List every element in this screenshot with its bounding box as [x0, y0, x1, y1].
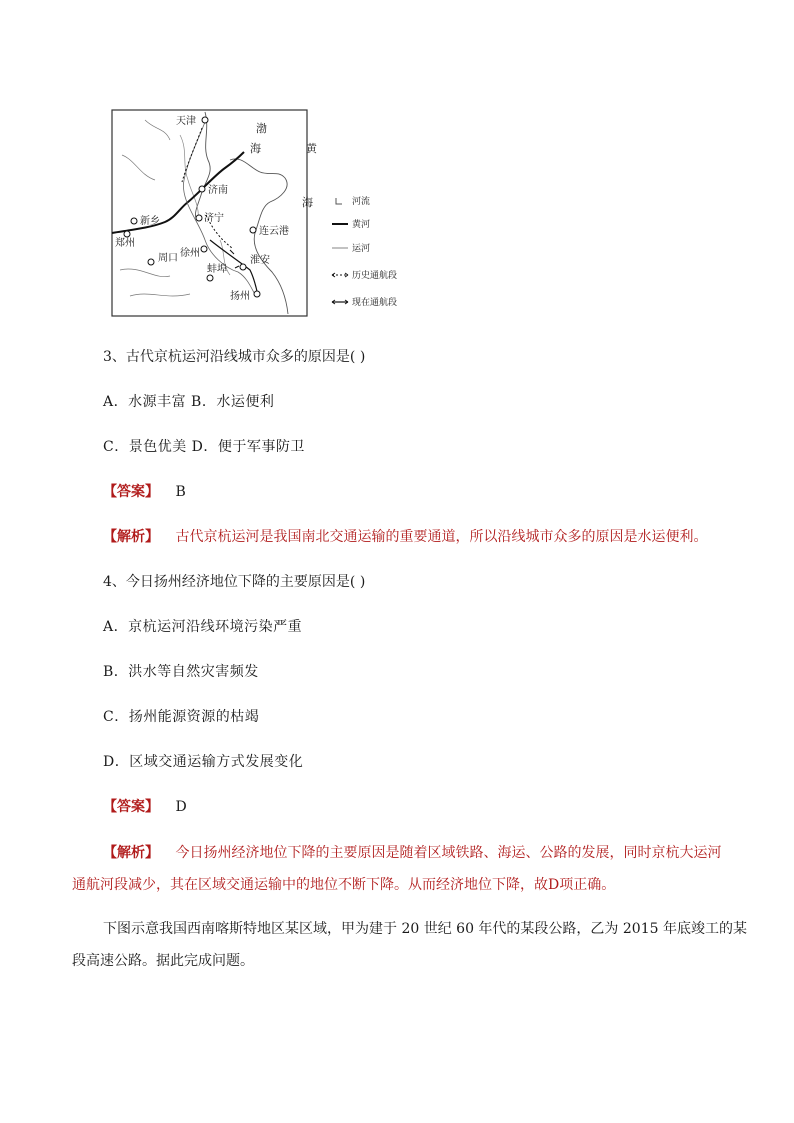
- q3-explain-row: [103, 527, 707, 547]
- city-tianjin-marker: [202, 117, 208, 123]
- city-jinan-label: 济南: [208, 185, 228, 196]
- city-zhoukou-marker: [148, 259, 154, 265]
- legend-current-label: 现在通航段: [352, 298, 398, 308]
- river-lines: [120, 120, 190, 296]
- city-jining-label: 济宁: [204, 213, 224, 224]
- city-bengbu-marker: [207, 275, 213, 281]
- q4-explain-tag: 【解析】: [103, 845, 159, 861]
- q4-explain-text-2: 通航河段减少，其在区域交通运输中的地位不断下降。从而经济地位下降，故D项正确。: [72, 877, 616, 893]
- legend-historic-label: 历史通航段: [352, 271, 398, 281]
- city-zhengzhou-marker: [124, 231, 130, 237]
- map-legend: [332, 195, 397, 308]
- sea-label-hai2: 海: [302, 196, 313, 209]
- city-bengbu-label: 蚌埠: [207, 264, 227, 275]
- q4-answer-value: D: [175, 799, 187, 815]
- q4-option-b: B．洪水等自然灾害频发: [103, 664, 259, 680]
- q4-option-c: C．扬州能源资源的枯竭: [103, 709, 260, 725]
- next-intro-line-2: 段高速公路。据此完成问题。: [72, 953, 254, 969]
- city-jinan-marker: [199, 186, 205, 192]
- city-zhengzhou-label: 郑州: [115, 238, 135, 249]
- city-tianjin-label: 天津: [176, 116, 196, 127]
- q4-explain-row-2: [72, 875, 615, 895]
- next-intro-line-1: 下图示意我国西南喀斯特地区某区域，甲为建于 20 世纪 60 年代的某段公路，乙为 2015 年底竣工的某: [103, 921, 747, 937]
- q4-stem: 4、今日扬州经济地位下降的主要原因是( ): [103, 574, 366, 590]
- city-huaian-marker: [240, 264, 246, 270]
- q3-explain-text: 古代京杭运河是我国南北交通运输的重要通道，所以沿线城市众多的原因是水运便利。: [175, 529, 708, 545]
- city-xinxiang-label: 新乡: [140, 216, 160, 227]
- q4-explain-row-1: [103, 843, 721, 863]
- city-huaian-label: 淮安: [250, 255, 270, 266]
- q3-stem: 3、古代京杭运河沿线城市众多的原因是( ): [103, 349, 366, 365]
- q3-options-ab: A．水源丰富 B．水运便利: [103, 394, 275, 410]
- map-figure: [110, 100, 415, 318]
- city-xuzhou-marker: [201, 246, 207, 252]
- q4-explain-text-1: 今日扬州经济地位下降的主要原因是随着区域铁路、海运、公路的发展，同时京杭大运河: [175, 845, 722, 861]
- city-zhoukou-label: 周口: [158, 253, 178, 264]
- legend-canal-label: 运河: [352, 244, 371, 254]
- legend-river-symbol: [336, 198, 342, 204]
- q4-option-d: D．区域交通运输方式发展变化: [103, 754, 304, 770]
- city-xinxiang-marker: [131, 218, 137, 224]
- city-jining-marker: [196, 215, 202, 221]
- q3-answer-value: B: [175, 484, 186, 500]
- legend-river-label: 河流: [352, 197, 371, 207]
- city-yangzhou-marker: [254, 291, 260, 297]
- city-xuzhou-label: 徐州: [180, 248, 200, 259]
- q3-explain-tag: 【解析】: [103, 529, 159, 545]
- city-lianyungang-label: 连云港: [259, 226, 289, 237]
- q4-answer-row: [103, 797, 187, 817]
- q3-answer-tag: 【答案】: [103, 484, 159, 500]
- sea-label-huang: 黄: [306, 142, 317, 155]
- legend-yellow-river-label: 黄河: [352, 220, 371, 230]
- grand-canal-map: [110, 100, 415, 318]
- city-lianyungang-marker: [250, 227, 256, 233]
- q3-options-cd: C．景色优美 D．便于军事防卫: [103, 439, 305, 455]
- sea-label-bo: 渤: [256, 122, 267, 135]
- q4-option-a: A．京杭运河沿线环境污染严重: [103, 619, 303, 635]
- q4-answer-tag: 【答案】: [103, 799, 159, 815]
- sea-label-hai1: 海: [250, 142, 261, 155]
- city-yangzhou-label: 扬州: [230, 291, 250, 302]
- q3-answer-row: [103, 482, 186, 502]
